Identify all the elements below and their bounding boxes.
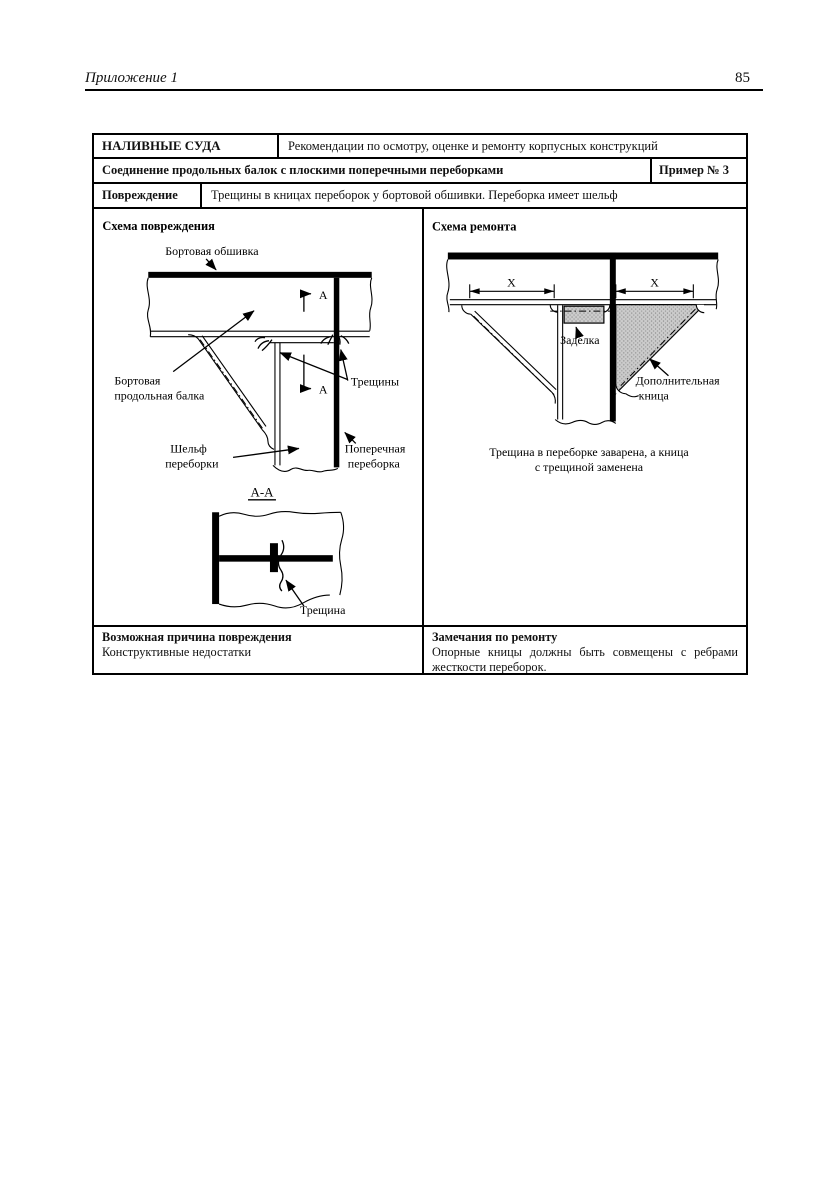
header-rule [85, 89, 763, 91]
cause-cell [94, 627, 422, 673]
remarks-cell [424, 627, 746, 673]
cracks-label: Трещины [350, 374, 400, 389]
page-number: 85 [735, 70, 750, 86]
connection-cell [94, 158, 650, 182]
cause-title: Возможная причина повреждения [102, 630, 292, 644]
section-marker-top-label: А [318, 287, 328, 302]
section-marker-bottom-label: А [318, 382, 328, 397]
damage-scheme-cell [94, 208, 422, 625]
section-title: А-А [250, 484, 274, 500]
damage-scheme-title: Схема повреждения [102, 218, 215, 233]
bulkhead-and-shelf-drawing [270, 278, 339, 472]
page-header-title: Приложение 1 [85, 70, 178, 86]
damage-title-label: Повреждение [102, 187, 178, 202]
recommendations-cell [278, 135, 746, 157]
dimension-right [616, 275, 694, 298]
damage-diagram [94, 208, 422, 625]
ship-type-cell [94, 135, 277, 157]
remarks-title: Замечания по ремонту [432, 630, 558, 644]
cracks-callout [280, 350, 399, 389]
additional-bracket-label-line1: Дополнительная [635, 373, 720, 388]
section-marker-top [304, 288, 328, 312]
damage-text-cell [201, 183, 746, 207]
additional-bracket-drawing [616, 305, 720, 403]
example-label: Пример № 3 [659, 162, 729, 177]
cause-text: Конструктивные недостатки [102, 644, 252, 659]
connection-label: Соединение продольных балок с плоскими поперечными переборками [102, 162, 504, 177]
damage-title-cell [94, 183, 200, 207]
crack-label: Трещина [299, 603, 346, 618]
repair-caption-line2: с трещиной заменена [534, 460, 644, 475]
dimension-x-right: X [650, 275, 659, 290]
bulkhead-label-line1: Поперечная [344, 441, 406, 456]
recommendation-table [92, 133, 748, 675]
additional-bracket-label-line2: кница [638, 388, 669, 403]
dimension-left [470, 275, 554, 298]
damage-text-label: Трещины в кницах переборок у бортовой обшивки. Переборка имеет шельф [211, 187, 618, 202]
longitudinal-label-line1: Бортовая [114, 373, 161, 388]
patch-label: Заделка [560, 332, 600, 347]
recommendations-label: Рекомендации по осмотру, оценке и ремонту корпусных конструкций [288, 138, 658, 153]
remarks-text: Опорные кницы должны быть совмещены с ребрами жесткости переборок. [432, 644, 738, 673]
shelf-label-line2: переборки [165, 456, 219, 471]
shelf-callout [165, 441, 299, 470]
repair-diagram [424, 208, 746, 625]
repair-scheme-cell [424, 208, 746, 625]
ship-type-label: НАЛИВНЫЕ СУДА [102, 137, 221, 153]
section-view-aa [212, 484, 346, 617]
dimension-x-left: X [507, 275, 516, 290]
shelf-label-line1: Шельф [170, 441, 207, 456]
shell-plating-label: Бортовая обшивка [165, 243, 259, 258]
repair-caption-line1: Трещина в переборке заварена, а кница [489, 445, 689, 460]
old-bracket-outline-drawing [462, 305, 556, 403]
longitudinal-label-line2: продольная балка [114, 388, 205, 403]
repair-scheme-title: Схема ремонта [431, 219, 517, 234]
transverse-bulkhead-callout [345, 432, 406, 470]
bulkhead-label-line2: переборка [347, 456, 400, 471]
example-cell [651, 158, 746, 182]
patch-drawing [550, 306, 613, 347]
section-marker-bottom [304, 355, 328, 397]
